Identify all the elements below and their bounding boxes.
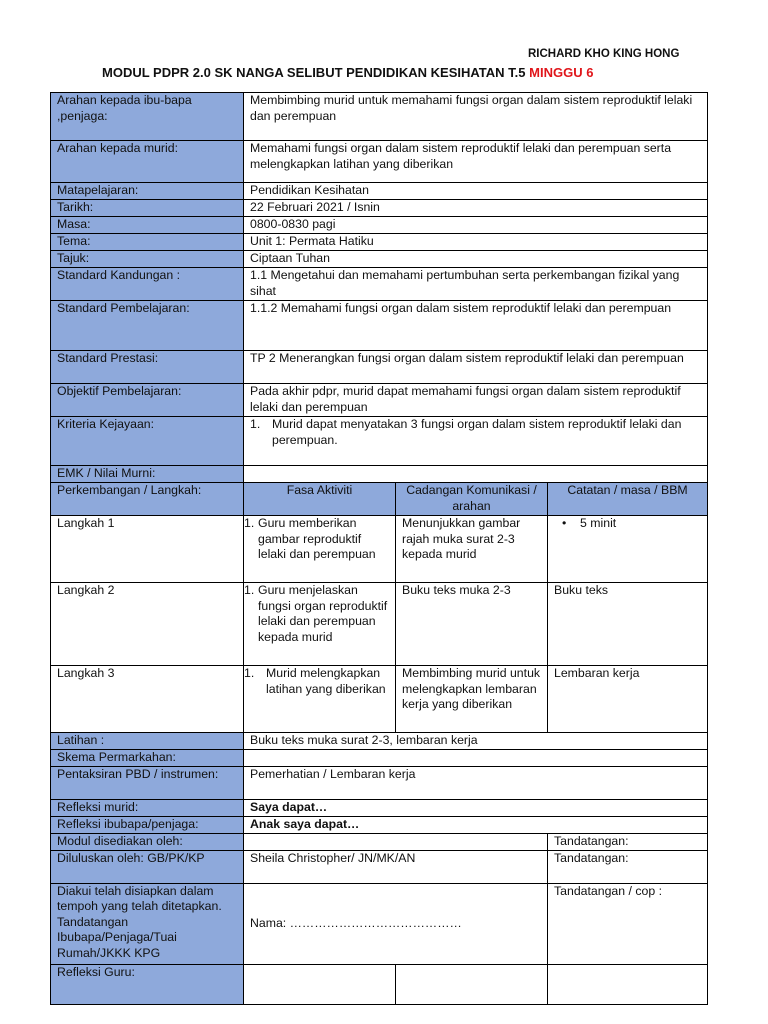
info-label: Objektif Pembelajaran: bbox=[51, 384, 244, 417]
refleksi-guru-label: Refleksi Guru: bbox=[51, 964, 244, 1004]
bullet-icon: • bbox=[562, 516, 567, 530]
info-label: EMK / Nilai Murni: bbox=[51, 466, 244, 483]
step-label: Langkah 2 bbox=[51, 583, 244, 666]
skema-label: Skema Permarkahan: bbox=[51, 750, 244, 767]
module-table bbox=[50, 92, 708, 1005]
author-name: RICHARD KHO KING HONG bbox=[528, 48, 680, 60]
info-value: Pada akhir pdpr, murid dapat memahami fungsi organ dalam sistem reproduktif lelaki dan perempuan bbox=[244, 384, 708, 417]
footer-row bbox=[51, 800, 708, 817]
step-row bbox=[51, 516, 708, 583]
note-text: 5 minit bbox=[580, 516, 617, 530]
item-text: Guru memberikan gambar reproduktif lelaki dan perempuan bbox=[258, 516, 376, 561]
footer-row bbox=[51, 850, 708, 883]
info-row bbox=[51, 466, 708, 483]
item-number: 1. bbox=[250, 417, 261, 431]
step-communication: Membimbing murid untuk melengkapkan lembaran kerja yang diberikan bbox=[396, 666, 548, 733]
bullet-item bbox=[554, 516, 701, 532]
numbered-item bbox=[244, 666, 389, 697]
info-label: Masa: bbox=[51, 217, 244, 234]
footer-row bbox=[51, 834, 708, 851]
diakui-label: Diakui telah disiapkan dalam tempoh yang telah ditetapkan. Tandatangan Ibubapa/Penjaga/Tuai Rumah/JKKK KPG bbox=[51, 883, 244, 964]
info-value: 1.1.2 Memahami fungsi organ dalam sistem reproduktif lelaki dan perempuan bbox=[244, 301, 708, 351]
info-value: Membimbing murid untuk memahami fungsi organ dalam sistem reproduktif lelaki dan perempuan bbox=[244, 93, 708, 141]
footer-row bbox=[51, 750, 708, 767]
info-row bbox=[51, 417, 708, 466]
info-value bbox=[244, 417, 708, 466]
info-value: 0800-0830 pagi bbox=[244, 217, 708, 234]
pbd-value: Pemerhatian / Lembaran kerja bbox=[244, 767, 708, 800]
step-communication: Menunjukkan gambar rajah muka surat 2-3 kepada murid bbox=[396, 516, 548, 583]
info-row bbox=[51, 251, 708, 268]
diakui-name-field: Nama: …………………………………… bbox=[244, 883, 548, 964]
refleksi-guru-cell bbox=[548, 964, 708, 1004]
info-row bbox=[51, 351, 708, 384]
diakui-signature: Tandatangan / cop : bbox=[548, 883, 708, 964]
numbered-item bbox=[244, 516, 389, 563]
diluluskan-signature: Tandatangan: bbox=[548, 850, 708, 883]
skema-value bbox=[244, 750, 708, 767]
footer-row bbox=[51, 817, 708, 834]
info-row bbox=[51, 93, 708, 141]
footer-row bbox=[51, 883, 708, 964]
title-week: MINGGU 6 bbox=[529, 65, 594, 80]
title-main: MODUL PDPR 2.0 SK NANGA SELIBUT PENDIDIKAN KESIHATAN T.5 bbox=[102, 65, 526, 80]
step-row bbox=[51, 666, 708, 733]
steps-header-communication: Cadangan Komunikasi / arahan bbox=[396, 483, 548, 516]
info-label: Kriteria Kejayaan: bbox=[51, 417, 244, 466]
info-label: Standard Kandungan : bbox=[51, 268, 244, 301]
step-notes bbox=[548, 516, 708, 583]
info-value: Pendidikan Kesihatan bbox=[244, 183, 708, 200]
info-value: TP 2 Menerangkan fungsi organ dalam sistem reproduktif lelaki dan perempuan bbox=[244, 351, 708, 384]
info-row bbox=[51, 200, 708, 217]
info-label: Matapelajaran: bbox=[51, 183, 244, 200]
item-number: 1. bbox=[244, 583, 255, 597]
steps-header-notes: Catatan / masa / BBM bbox=[548, 483, 708, 516]
item-text: Guru menjelaskan fungsi organ reproduktif lelaki dan perempuan kepada murid bbox=[258, 583, 388, 644]
info-value: Ciptaan Tuhan bbox=[244, 251, 708, 268]
step-notes: Lembaran kerja bbox=[548, 666, 708, 733]
info-value: 22 Februari 2021 / Isnin bbox=[244, 200, 708, 217]
step-activity bbox=[244, 516, 396, 583]
disediakan-signature: Tandatangan: bbox=[548, 834, 708, 851]
info-row bbox=[51, 268, 708, 301]
disediakan-label: Modul disediakan oleh: bbox=[51, 834, 244, 851]
step-label: Langkah 1 bbox=[51, 516, 244, 583]
steps-header-row bbox=[51, 483, 708, 516]
info-label: Standard Prestasi: bbox=[51, 351, 244, 384]
info-value: Memahami fungsi organ dalam sistem reproduktif lelaki dan perempuan serta melengkapkan latihan yang diberikan bbox=[244, 141, 708, 183]
item-number: 1. bbox=[244, 666, 255, 680]
numbered-item bbox=[244, 583, 389, 645]
item-text: Murid melengkapkan latihan yang diberikan bbox=[266, 666, 386, 696]
refleksi-guru-cell bbox=[396, 964, 548, 1004]
step-notes: Buku teks bbox=[548, 583, 708, 666]
info-row bbox=[51, 234, 708, 251]
pbd-label: Pentaksiran PBD / instrumen: bbox=[51, 767, 244, 800]
disediakan-value bbox=[244, 834, 548, 851]
refleksi-ibubapa-label: Refleksi ibubapa/penjaga: bbox=[51, 817, 244, 834]
latihan-value: Buku teks muka surat 2-3, lembaran kerja bbox=[244, 733, 708, 750]
info-row bbox=[51, 301, 708, 351]
info-row bbox=[51, 141, 708, 183]
info-value: Unit 1: Permata Hatiku bbox=[244, 234, 708, 251]
refleksi-guru-cell bbox=[244, 964, 396, 1004]
step-row bbox=[51, 583, 708, 666]
numbered-item bbox=[250, 417, 701, 448]
info-label: Tarikh: bbox=[51, 200, 244, 217]
step-communication: Buku teks muka 2-3 bbox=[396, 583, 548, 666]
info-label: Tema: bbox=[51, 234, 244, 251]
step-label: Langkah 3 bbox=[51, 666, 244, 733]
info-label: Tajuk: bbox=[51, 251, 244, 268]
step-activity bbox=[244, 666, 396, 733]
footer-row bbox=[51, 733, 708, 750]
info-value: 1.1 Mengetahui dan memahami pertumbuhan serta perkembangan fizikal yang sihat bbox=[244, 268, 708, 301]
steps-header-step: Perkembangan / Langkah: bbox=[51, 483, 244, 516]
latihan-label: Latihan : bbox=[51, 733, 244, 750]
diluluskan-value: Sheila Christopher/ JN/MK/AN bbox=[244, 850, 548, 883]
item-text: Murid dapat menyatakan 3 fungsi organ dalam sistem reproduktif lelaki dan perempuan. bbox=[272, 417, 682, 447]
footer-row bbox=[51, 964, 708, 1004]
refleksi-murid-label: Refleksi murid: bbox=[51, 800, 244, 817]
info-value bbox=[244, 466, 708, 483]
document-title bbox=[102, 65, 593, 80]
footer-row bbox=[51, 767, 708, 800]
info-label: Standard Pembelajaran: bbox=[51, 301, 244, 351]
info-label: Arahan kepada ibu-bapa ,penjaga: bbox=[51, 93, 244, 141]
step-activity bbox=[244, 583, 396, 666]
info-row bbox=[51, 183, 708, 200]
refleksi-murid-value: Saya dapat… bbox=[244, 800, 708, 817]
info-label: Arahan kepada murid: bbox=[51, 141, 244, 183]
item-number: 1. bbox=[244, 516, 255, 530]
info-row bbox=[51, 384, 708, 417]
refleksi-ibubapa-value: Anak saya dapat… bbox=[244, 817, 708, 834]
steps-header-activity: Fasa Aktiviti bbox=[244, 483, 396, 516]
info-row bbox=[51, 217, 708, 234]
diluluskan-label: Diluluskan oleh: GB/PK/KP bbox=[51, 850, 244, 883]
